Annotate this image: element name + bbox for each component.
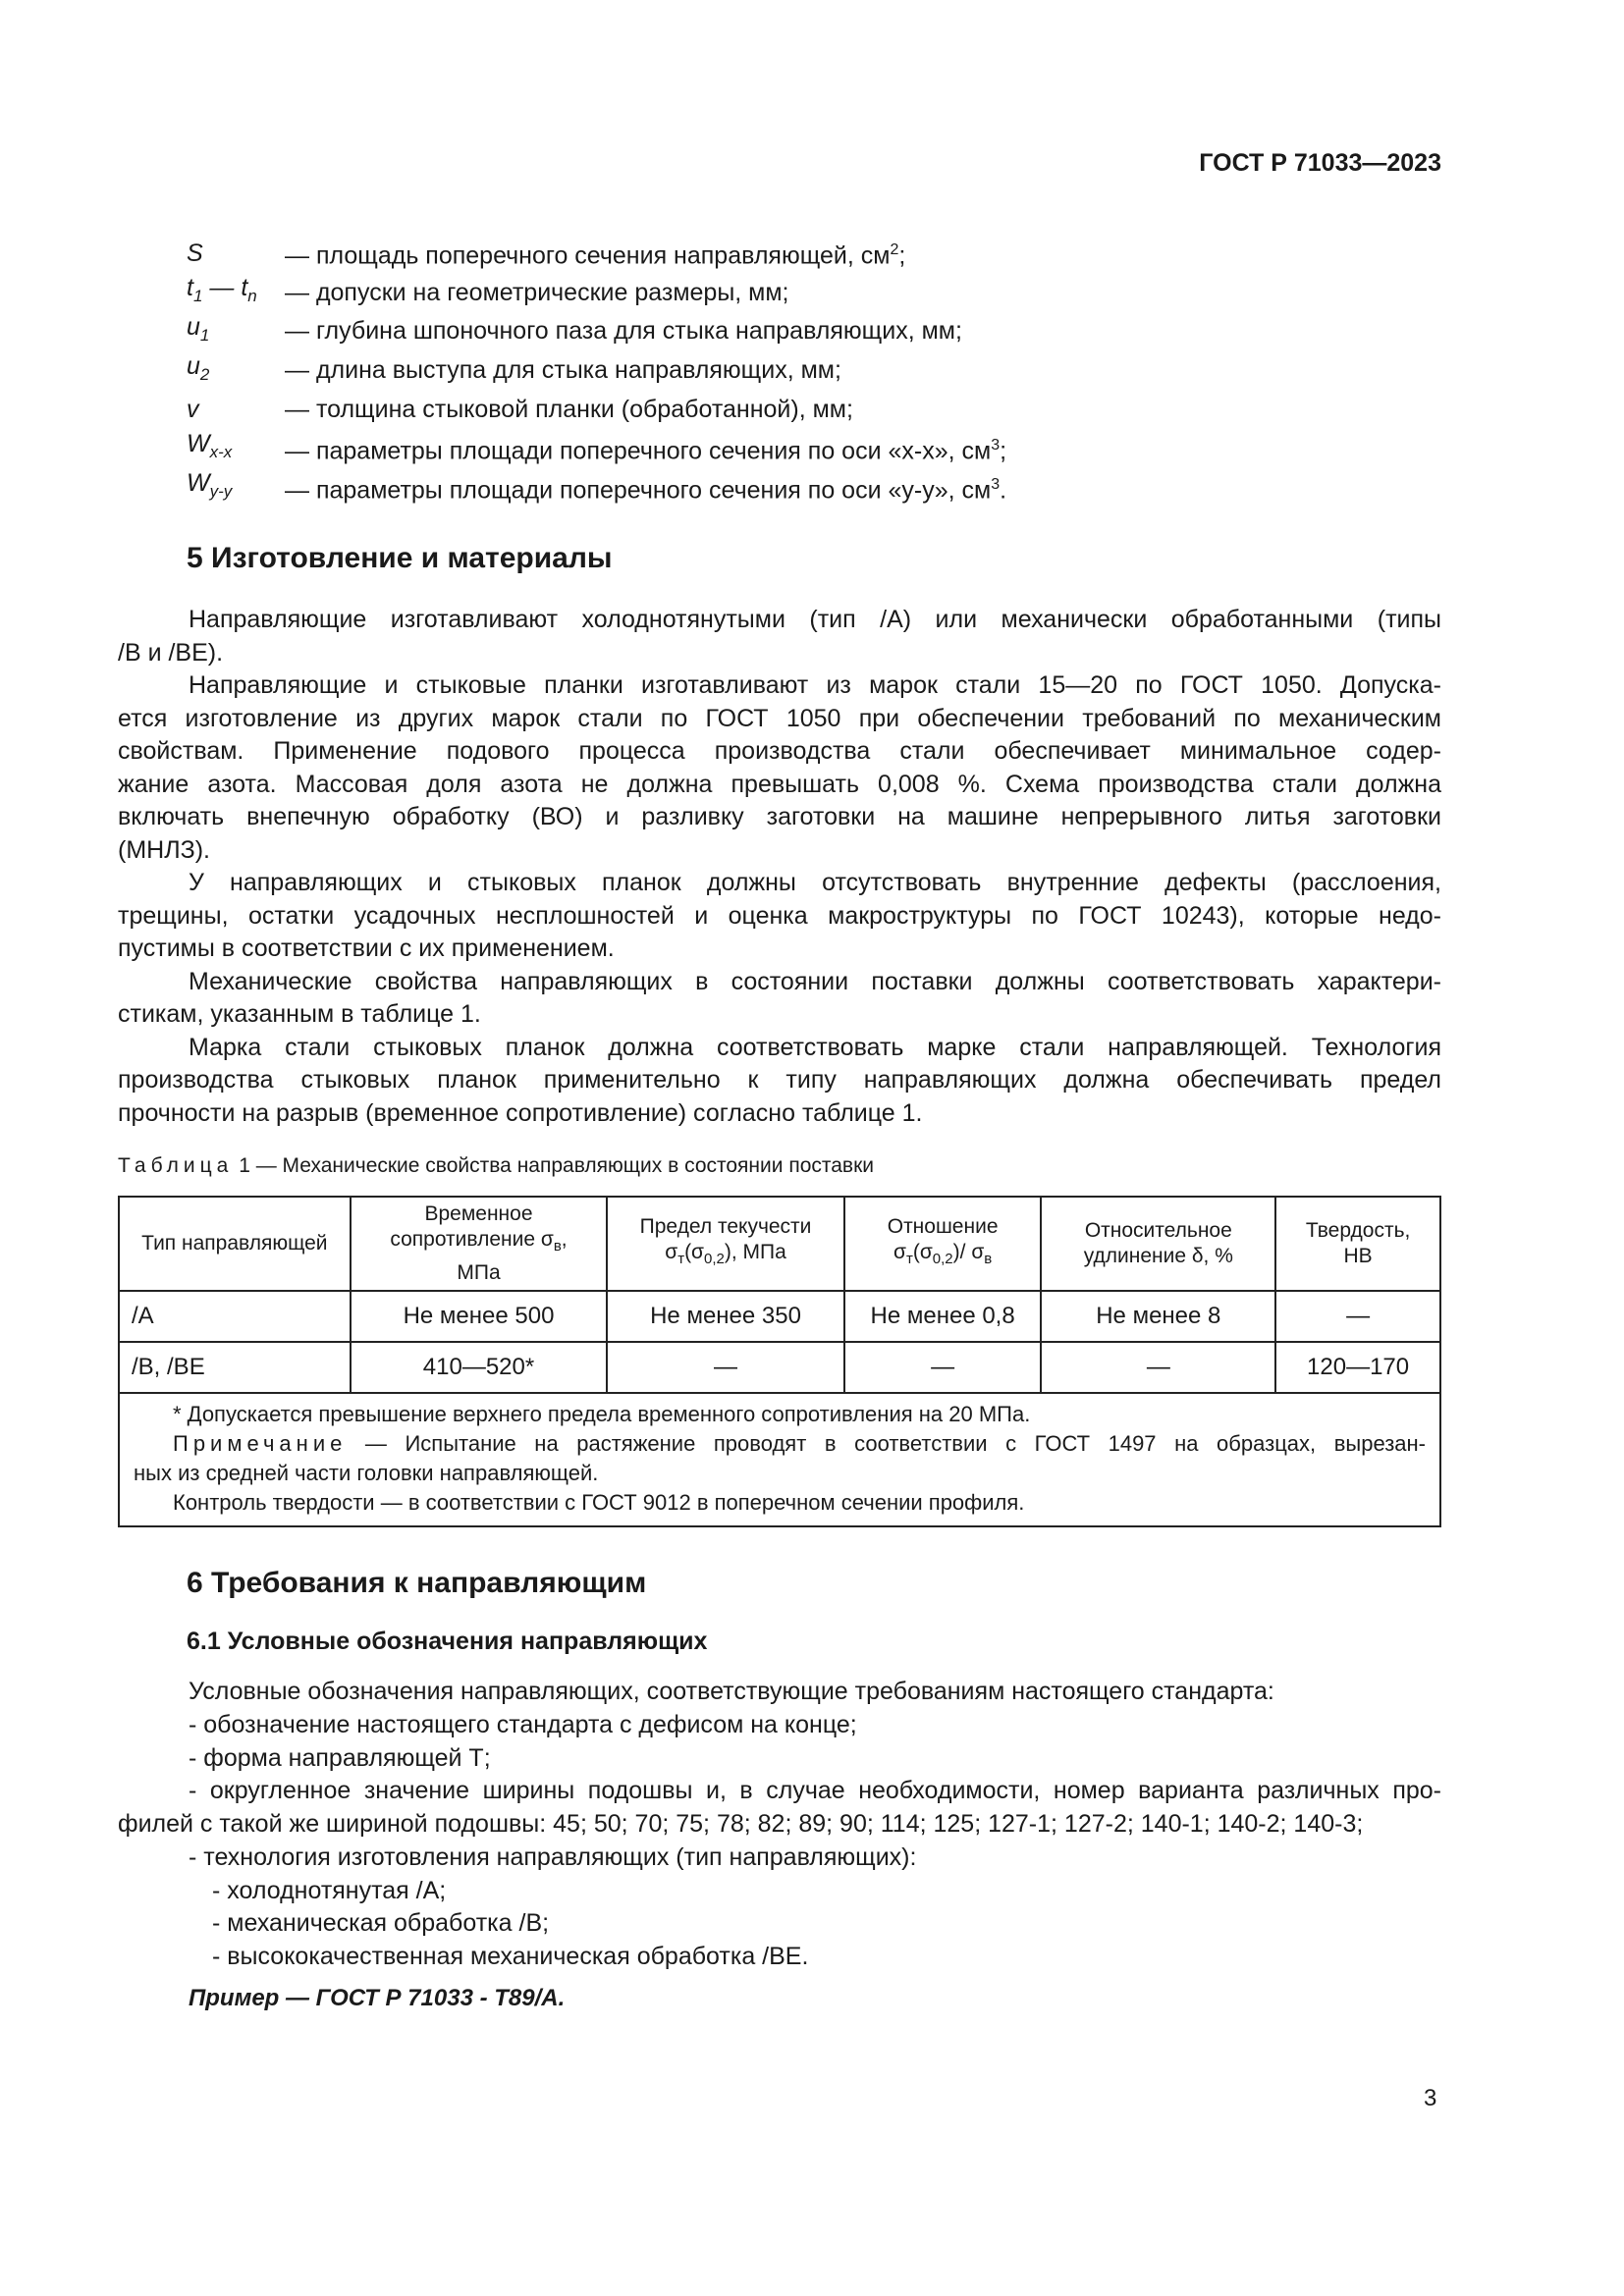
symbol-row — [187, 390, 1463, 429]
list-line: - холоднотянутая /А; — [212, 1876, 447, 1904]
symbol-key — [187, 463, 285, 511]
table-note-line — [134, 1429, 1426, 1459]
symbol-key — [187, 390, 285, 429]
symbol-description-text: — параметры площади поперечного сечения по оси «y-y», см — [285, 476, 992, 505]
column-header — [119, 1197, 351, 1291]
header-text: Отношение — [887, 1215, 999, 1239]
section-5-body — [118, 604, 1441, 1130]
table-cell: /В, /ВЕ — [119, 1342, 351, 1393]
symbol-key — [187, 234, 285, 273]
document-id-header: ГОСТ Р 71033—2023 — [1199, 149, 1441, 177]
header-text: ), МПа — [724, 1241, 786, 1264]
punctuation: ; — [898, 241, 906, 270]
header-subscript: в — [553, 1238, 562, 1255]
symbol-subscript: y-y — [209, 481, 233, 501]
symbol-description — [285, 273, 789, 312]
note-text: — Испытание на растяжение проводят в соответствии с ГОСТ 1497 на образцах, вырезан- — [347, 1431, 1426, 1456]
symbol-letter: S — [187, 239, 203, 267]
table-cell: — — [1041, 1342, 1275, 1393]
section-6-1-heading: 6.1 Условные обозначения направляющих — [187, 1628, 708, 1655]
header-text: Относительное — [1084, 1219, 1232, 1242]
symbols-list — [187, 234, 1463, 507]
paragraph-line: пустимы в соответствии с их применением. — [118, 934, 615, 962]
header-subscript: т — [905, 1251, 913, 1268]
symbol-description-text: — глубина шпоночного паза для стыка направляющих, мм; — [285, 317, 962, 346]
list-line: - механическая обработка /В; — [212, 1909, 550, 1938]
table-cell: Не менее 8 — [1041, 1291, 1275, 1342]
table-note-line-2: ных из средней части головки направляющей. — [134, 1461, 599, 1485]
symbol-subscript: x-x — [209, 443, 233, 462]
symbol-description — [285, 465, 1006, 509]
list-line: филей с такой же шириной подошвы: 45; 50; 70; 75; 78; 82; 89; 90; 114; 125; 127-1; 127-2; 140-1; 140-2; 140-3; — [118, 1810, 1364, 1838]
unit-exponent: 2 — [890, 241, 899, 259]
paragraph-line: (МНЛЗ). — [118, 835, 210, 864]
symbol-subscript: 1 — [192, 287, 203, 306]
symbol-subscript: 2 — [199, 364, 210, 384]
table-cell: — — [1275, 1291, 1440, 1342]
header-text: σ — [665, 1241, 678, 1264]
symbol-row — [187, 234, 1463, 273]
symbol-description — [285, 350, 841, 390]
symbol-letter: W — [187, 468, 210, 497]
table-cell: 410—520* — [351, 1342, 608, 1393]
header-subscript: 0,2 — [704, 1251, 725, 1268]
paragraph-line: Направляющие и стыковые планки изготавливают из марок стали 15—20 по ГОСТ 1050. Допуска- — [189, 671, 1441, 699]
list-line: - форма направляющей Т; — [189, 1743, 491, 1772]
symbol-key — [187, 347, 285, 395]
symbol-row — [187, 429, 1463, 468]
column-header — [1275, 1197, 1440, 1291]
header-subscript: в — [984, 1251, 993, 1268]
symbol-row — [187, 273, 1463, 312]
table-notes — [119, 1393, 1440, 1526]
column-header — [1041, 1197, 1275, 1291]
symbol-description-text: — параметры площади поперечного сечения по оси «x-x», см — [285, 437, 992, 465]
column-header — [607, 1197, 843, 1291]
table-caption — [118, 1154, 874, 1178]
symbol-description-text: — допуски на геометрические размеры, мм; — [285, 278, 789, 306]
symbol-row — [187, 350, 1463, 390]
page-number: 3 — [1424, 2085, 1437, 2111]
symbol-letter: u — [187, 351, 200, 380]
table-cell: — — [607, 1342, 843, 1393]
paragraph-line: Марка стали стыковых планок должна соответствовать марке стали направляющей. Технология — [189, 1033, 1441, 1061]
symbol-letter-2: — t — [202, 274, 248, 302]
table-row — [119, 1342, 1440, 1393]
header-text: )/ σ — [952, 1241, 985, 1264]
header-text: Тип направляющей — [141, 1232, 328, 1255]
header-text: удлинение δ, % — [1083, 1245, 1233, 1267]
header-text: (σ — [912, 1241, 933, 1264]
list-line: - обозначение настоящего стандарта с дефисом на конце; — [189, 1710, 857, 1738]
example-designation: Пример — ГОСТ Р 71033 - Т89/А. — [189, 1985, 566, 2011]
paragraph-line: жание азота. Массовая доля азота не должна превышать 0,008 %. Схема производства стали должна — [118, 770, 1441, 798]
table-caption-label: Таблица — [118, 1154, 234, 1177]
unit-exponent: 3 — [991, 436, 1001, 454]
list-line: - технология изготовления направляющих (тип направляющих): — [189, 1842, 917, 1871]
header-text: Твердость, — [1305, 1219, 1411, 1242]
punctuation: . — [1000, 476, 1007, 505]
header-text: (σ — [684, 1241, 705, 1264]
symbol-description-text: — толщина стыковой планки (обработанной), мм; — [285, 395, 853, 423]
symbol-letter: t — [187, 274, 193, 302]
list-line: - округленное значение ширины подошвы и, в случае необходимости, номер варианта различных про- — [189, 1777, 1441, 1805]
section-6-1-body — [118, 1676, 1441, 1974]
header-text: Временное — [424, 1202, 533, 1226]
paragraph-line: стикам, указанным в таблице 1. — [118, 1000, 481, 1028]
header-text: Предел текучести — [639, 1215, 812, 1239]
table-header-row — [119, 1197, 1440, 1291]
paragraph-line: включать внепечную обработку (ВО) и разливку заготовки на машине непрерывного литья заготовки — [118, 803, 1441, 830]
header-text: МПа — [457, 1260, 501, 1284]
header-subscript: 0,2 — [932, 1251, 953, 1268]
paragraph-line: /В и /ВЕ). — [118, 638, 224, 667]
note-label: Примечание — [173, 1431, 348, 1456]
table-row — [119, 1291, 1440, 1342]
table-cell: 120—170 — [1275, 1342, 1440, 1393]
unit-exponent: 3 — [991, 475, 1001, 493]
table-caption-text: 1 — Механические свойства направляющих в состоянии поставки — [239, 1154, 875, 1177]
paragraph-line: Механические свойства направляющих в состоянии поставки должны соответствовать характери- — [189, 967, 1441, 995]
symbol-letter: v — [187, 395, 199, 423]
symbol-description — [285, 390, 853, 429]
header-text: сопротивление σ — [390, 1228, 554, 1252]
symbol-description — [285, 311, 962, 350]
column-header — [844, 1197, 1042, 1291]
list-line: - высококачественная механическая обработка /ВЕ. — [212, 1943, 809, 1970]
paragraph-line: прочности на разрыв (временное сопротивление) согласно таблице 1. — [118, 1098, 923, 1127]
table-cell: Не менее 350 — [607, 1291, 843, 1342]
symbol-subscript-2: n — [247, 287, 257, 306]
table-notes-row — [119, 1393, 1440, 1526]
header-subscript: т — [677, 1251, 685, 1268]
symbol-description — [285, 426, 1006, 470]
list-line: Условные обозначения направляющих, соответствующие требованиям настоящего стандарта: — [189, 1678, 1274, 1705]
paragraph-line: У направляющих и стыковых планок должны отсутствовать внутренние дефекты (расслоения, — [189, 869, 1441, 896]
symbol-description-text: — длина выступа для стыка направляющих, мм; — [285, 356, 841, 385]
symbol-row — [187, 468, 1463, 507]
header-text: , — [561, 1228, 568, 1252]
table-footnote: * Допускается превышение верхнего предела временного сопротивления на 20 МПа. — [173, 1402, 1031, 1426]
hardness-note: Контроль твердости — в соответствии с ГОСТ 9012 в поперечном сечении профиля. — [173, 1490, 1025, 1515]
section-5-heading: 5 Изготовление и материалы — [187, 542, 613, 574]
table-cell: Не менее 500 — [351, 1291, 608, 1342]
table-cell: /А — [119, 1291, 351, 1342]
table-cell: — — [844, 1342, 1042, 1393]
paragraph-line: ется изготовление из других марок стали по ГОСТ 1050 при обеспечении требований по механическим — [118, 704, 1441, 732]
column-header — [351, 1197, 608, 1291]
symbol-letter: W — [187, 430, 210, 458]
mechanical-properties-table — [118, 1196, 1441, 1527]
punctuation: ; — [1000, 437, 1007, 465]
header-text: HB — [1343, 1245, 1373, 1267]
paragraph-line: Направляющие изготавливают холоднотянутыми (тип /А) или механически обработанными (типы — [189, 606, 1441, 633]
section-6-heading: 6 Требования к направляющим — [187, 1567, 647, 1599]
symbol-row — [187, 312, 1463, 351]
symbol-description-text: — площадь поперечного сечения направляющей, см — [285, 241, 891, 270]
paragraph-line: производства стыковых планок применительно к типу направляющих должна обеспечивать предел — [118, 1066, 1441, 1094]
symbol-letter: u — [187, 312, 200, 341]
header-text: σ — [893, 1241, 906, 1264]
table-cell: Не менее 0,8 — [844, 1291, 1042, 1342]
symbol-description — [285, 231, 905, 275]
paragraph-line: трещины, остатки усадочных несплошностей и оценка макроструктуры по ГОСТ 10243), которые недо- — [118, 901, 1441, 930]
paragraph-line: свойствам. Применение подового процесса производства стали обеспечивает минимальное содер- — [118, 737, 1441, 765]
symbol-subscript: 1 — [199, 325, 210, 345]
